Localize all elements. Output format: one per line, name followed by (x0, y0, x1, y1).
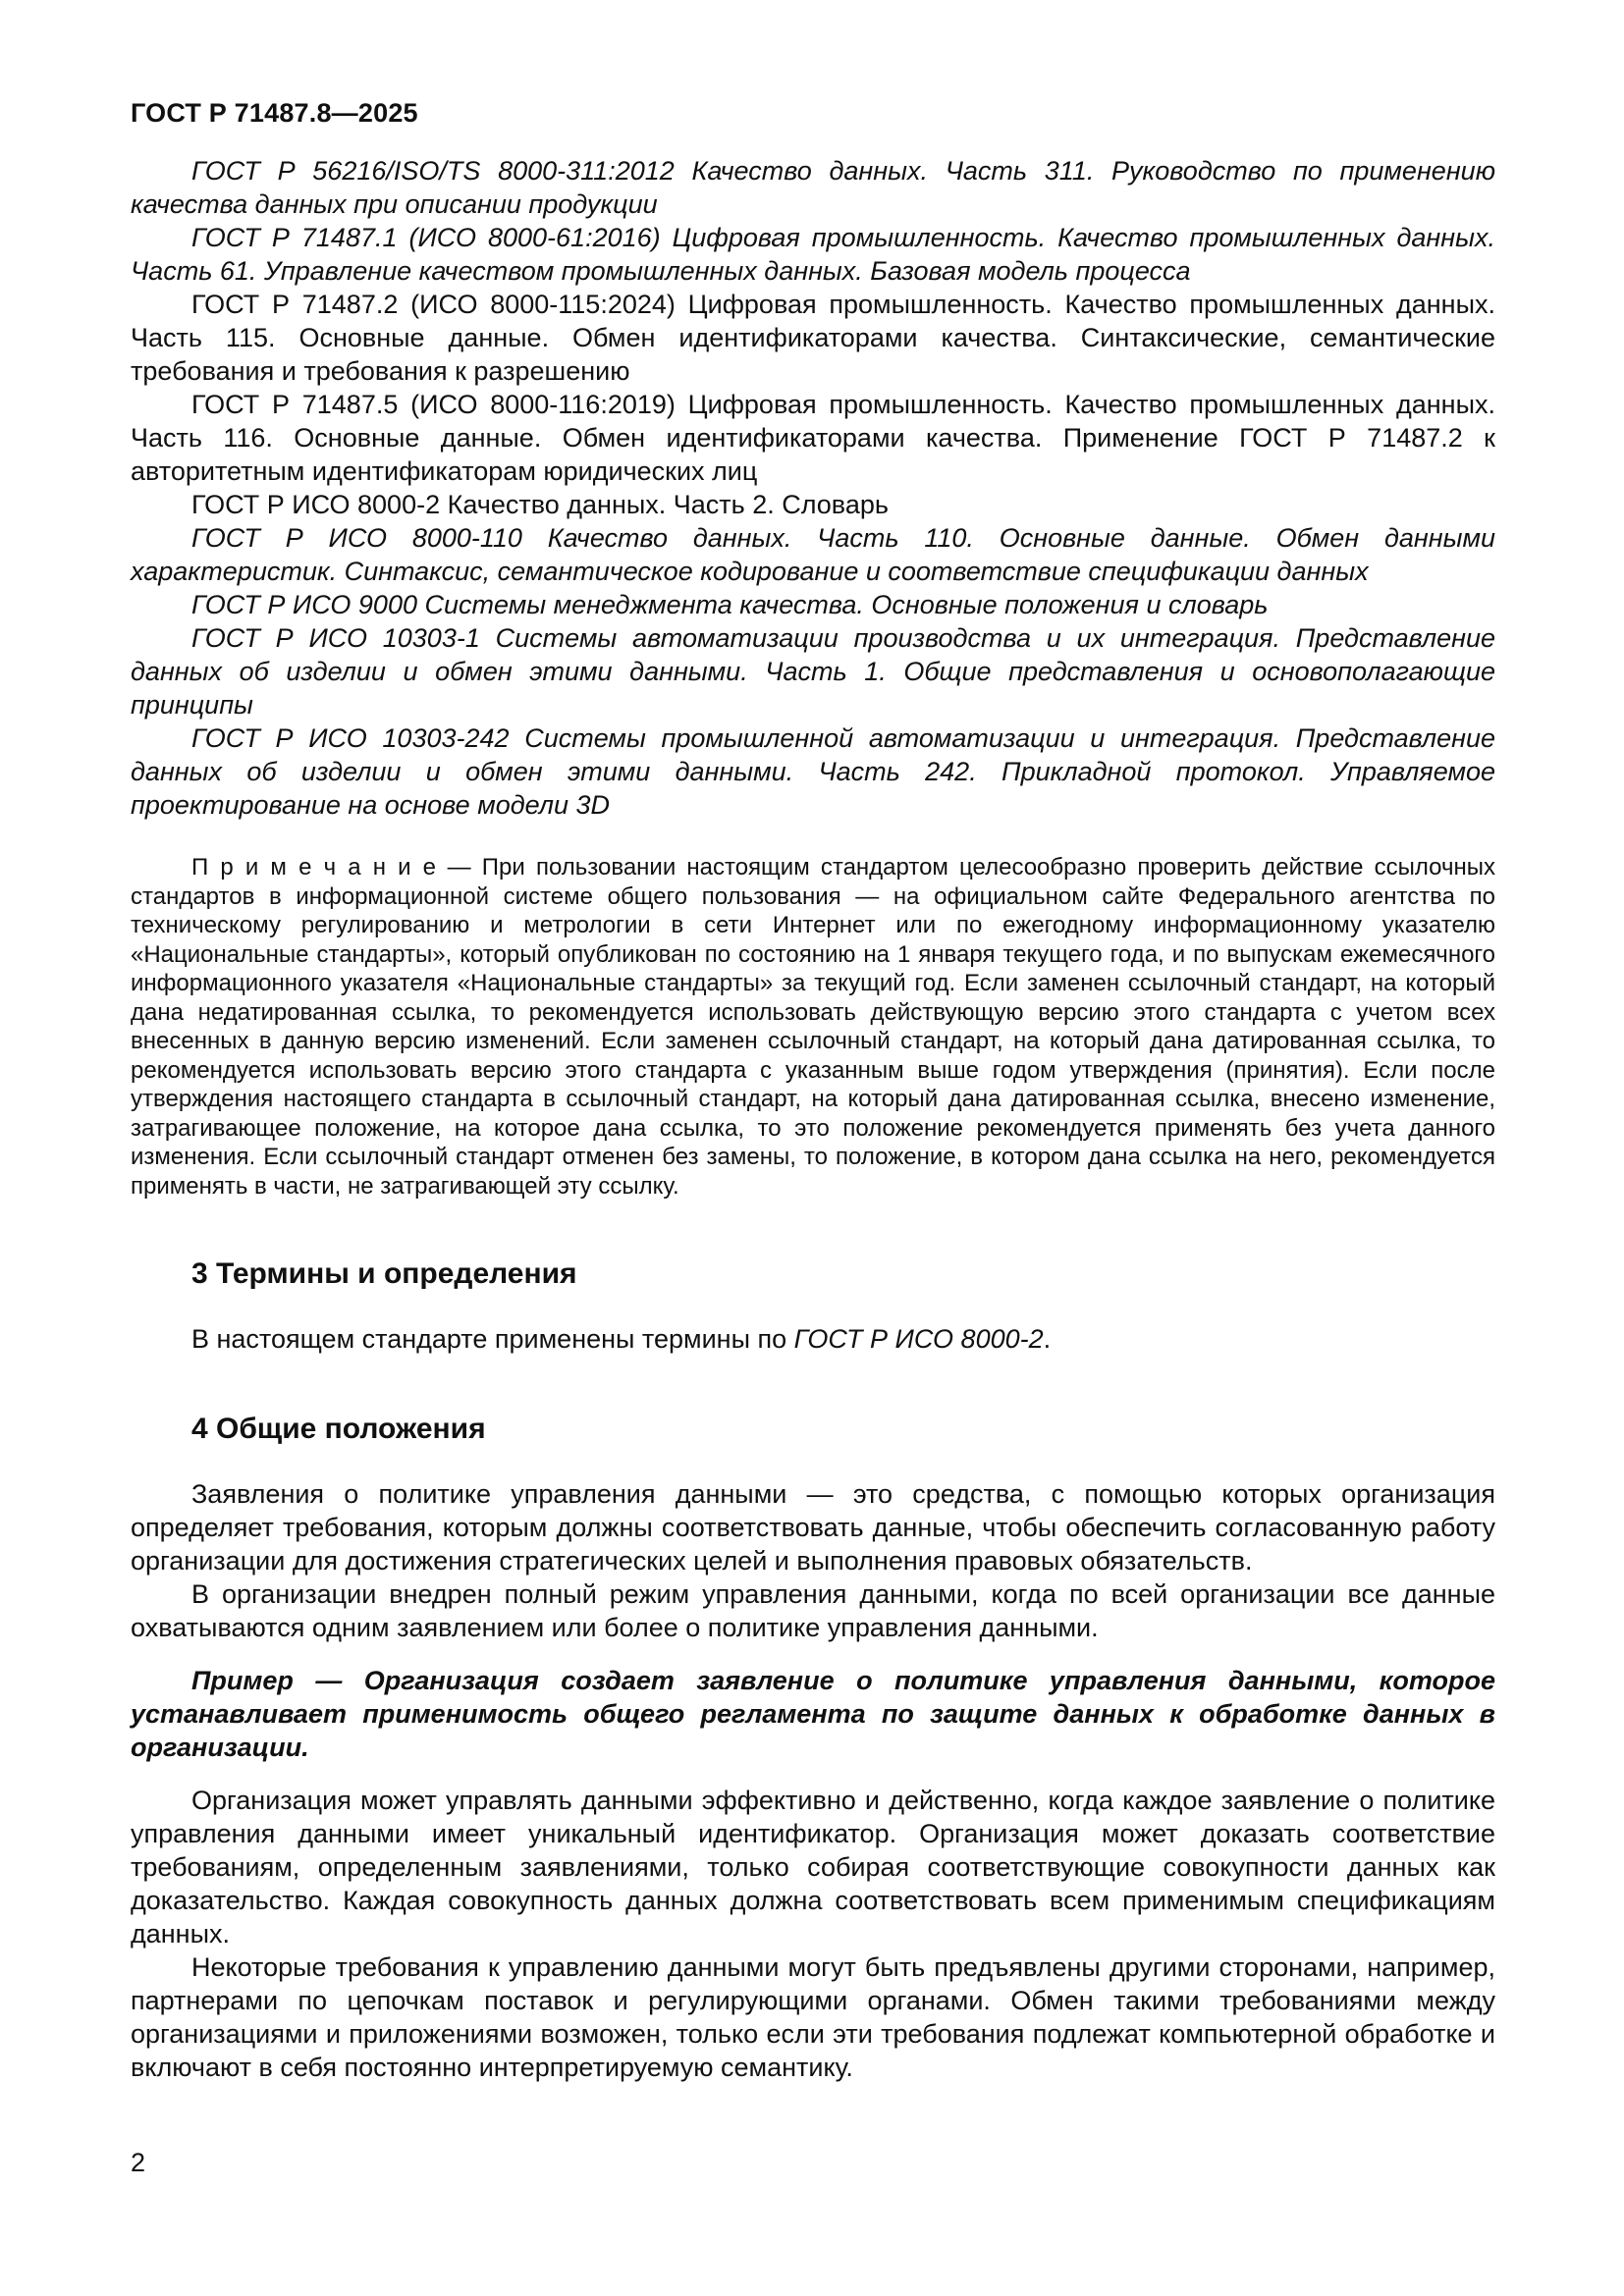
section-3-period: . (1043, 1324, 1052, 1354)
reference-item: ГОСТ Р 71487.1 (ИСО 8000-61:2016) Цифровая промышленность. Качество промышленных данных. Часть 61. Управление качеством промышленных данных. Базовая модель процесса (131, 223, 1495, 286)
section-3-heading: 3 Термины и определения (191, 1257, 577, 1290)
reference-item: ГОСТ Р ИСО 10303-242 Системы промышленной автоматизации и интеграция. Представление данных об изделии и обмен этими данными. Часть 242. Прикладной протокол. Управляемое проектирование на основе модели 3D (131, 723, 1495, 820)
reference-item: ГОСТ Р ИСО 10303-1 Системы автоматизации производства и их интеграция. Представление данных об изделии и обмен этими данными. Часть 1. Общие представления и основополагающие принципы (131, 623, 1495, 720)
section-4-paragraph-1: Заявления о политике управления данными — это средства, с помощью которых организация определяет требования, которым должны соответствовать данные, чтобы обеспечить согласованную работу организации для достижения стратегических целей и выполнения правовых обязательств. (131, 1479, 1495, 1575)
section-4-paragraph-4: Некоторые требования к управлению данными могут быть предъявлены другими сторонами, например, партнерами по цепочкам поставок и регулирующими органами. Обмен такими требованиями между организациями и приложениями возможен, только если эти требования подлежат компьютерной обработке и включают в себя постоянно интерпретируемую семантику. (131, 1952, 1495, 2082)
normative-references-list (131, 154, 1495, 822)
reference-item: ГОСТ Р 71487.2 (ИСО 8000-115:2024) Цифровая промышленность. Качество промышленных данных. Часть 115. Основные данные. Обмен идентификаторами качества. Синтаксические, семантические требования и требования к разрешению (131, 290, 1495, 386)
section-3-reference: ГОСТ Р ИСО 8000-2 (793, 1324, 1044, 1354)
running-header: ГОСТ Р 71487.8—2025 (131, 98, 418, 128)
section-4-paragraph-3: Организация может управлять данными эффективно и действенно, когда каждое заявление о политике управления данными имеет уникальный идентификатор. Организация может доказать соответствие требованиям, определенным заявлениями, только собирая соответствующие совокупности данных как доказательство. Каждая совокупность данных должна соответствовать всем применимым спецификациям данных. (131, 1786, 1495, 1949)
reference-item: ГОСТ Р 56216/ISO/TS 8000-311:2012 Качество данных. Часть 311. Руководство по применению качества данных при описании продукции (131, 156, 1495, 219)
reference-item: ГОСТ Р ИСО 8000-2 Качество данных. Часть 2. Словарь (191, 490, 889, 519)
section-3-text: В настоящем стандарте применены термины по (191, 1324, 794, 1354)
section-4-heading: 4 Общие положения (191, 1413, 486, 1445)
section-4-paragraph-2: В организации внедрен полный режим управления данными, когда по всей организации все данные охватываются одним заявлением или более о политике управления данными. (131, 1579, 1495, 1642)
note-text: При пользовании настоящим стандартом целесообразно проверить действие ссылочных стандартов в информационной системе общего пользования — на официальном сайте Федерального агентства по техническому регулированию и метрологии в сети Интернет или по ежегодному информационному указателю «Национальные стандарты», который опубликован по состоянию на 1 января текущего года, и по выпускам ежемесячного информационного указателя «Национальные стандарты» за текущий год. Если заменен ссылочный стандарт, на который дана недатированная ссылка, то рекомендуется использовать действующую версию этого стандарта с учетом всех внесенных в данную версию изменений. Если заменен ссылочный стандарт, на который дана датированная ссылка, то рекомендуется использовать версию этого стандарта с указанным выше годом утверждения (принятия). Если после утверждения настоящего стандарта в ссылочный стандарт, на который дана датированная ссылка, внесено изменение, затрагивающее положение, на которое дана ссылка, то это положение рекомендуется применять без учета данного изменения. Если ссылочный стандарт отменен без замены, то положение, в котором дана ссылка на него, рекомендуется применять в части, не затрагивающей эту ссылку. (131, 854, 1495, 1200)
note-dash: — (436, 854, 482, 881)
note-block (131, 853, 1495, 1201)
reference-item: ГОСТ Р 71487.5 (ИСО 8000-116:2019) Цифровая промышленность. Качество промышленных данных. Часть 116. Основные данные. Обмен идентификаторами качества. Применение ГОСТ Р 71487.2 к авторитетным идентификаторам юридических лиц (131, 390, 1495, 486)
note-label: П р и м е ч а н и е (191, 854, 437, 881)
page-number: 2 (131, 2148, 146, 2177)
reference-item: ГОСТ Р ИСО 8000-110 Качество данных. Часть 110. Основные данные. Обмен данными характеристик. Синтаксис, семантическое кодирование и соответствие спецификации данных (131, 523, 1495, 586)
section-3-paragraph (131, 1322, 1495, 1356)
section-4-example: Пример — Организация создает заявление о политике управления данными, которое устанавливает применимость общего регламента по защите данных к обработке данных в организации. (131, 1666, 1495, 1762)
reference-item: ГОСТ Р ИСО 9000 Системы менеджмента качества. Основные положения и словарь (191, 590, 1269, 619)
